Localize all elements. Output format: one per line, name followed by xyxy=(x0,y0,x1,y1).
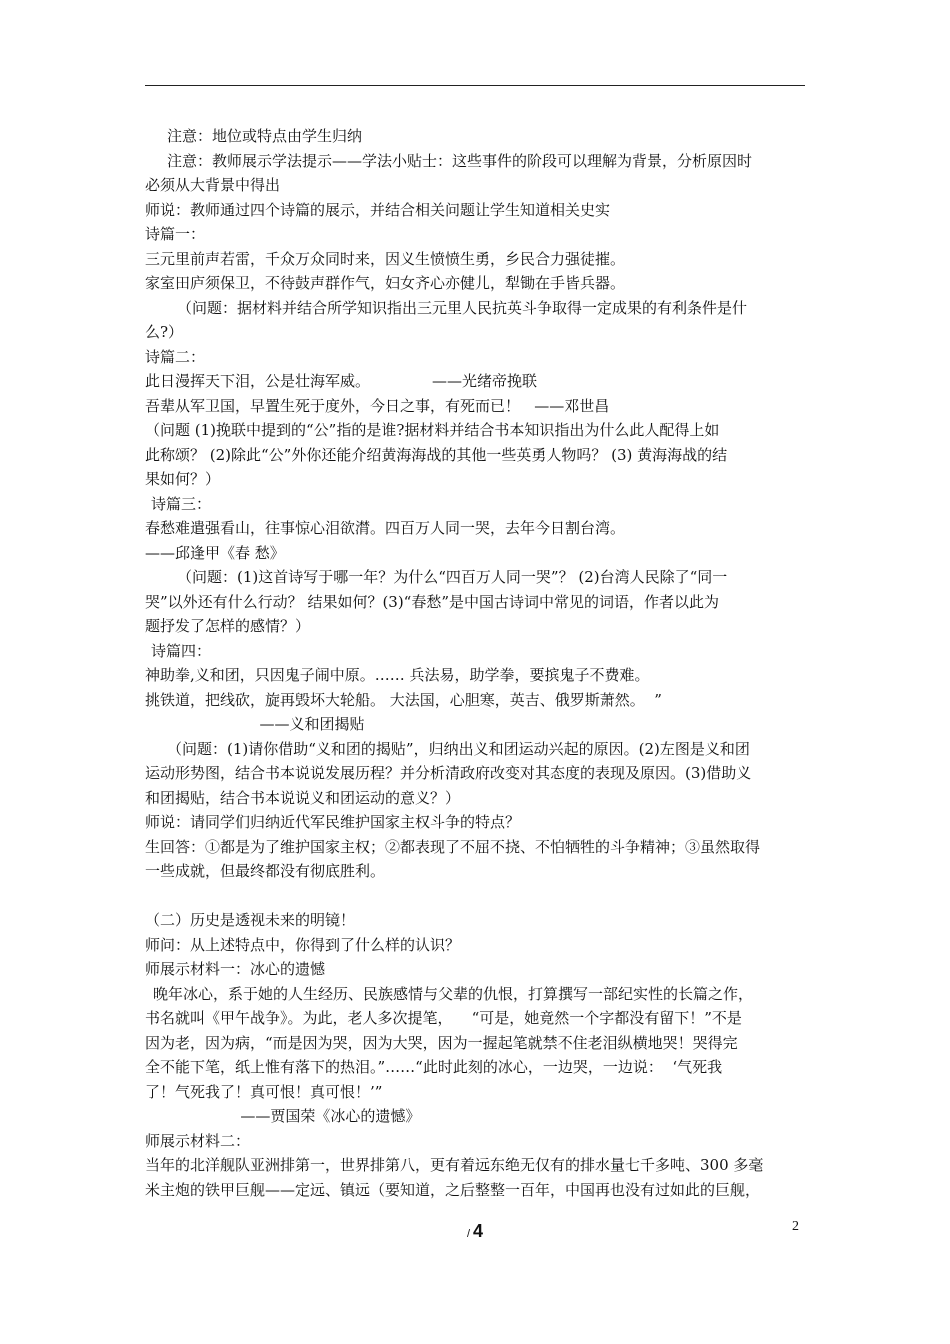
text-line: 诗篇三： xyxy=(151,494,212,513)
text-line: 师说：教师通过四个诗篇的展示，并结合相关问题让学生知道相关史实 xyxy=(145,200,611,219)
text-line: 哭”以外还有什么行动？ 结果如何？(3)“春愁”是中国古诗词中常见的词语，作者以此为 xyxy=(145,592,720,611)
text-line: 生回答：①都是为了维护国家主权；②都表现了不屈不挠、不怕牺牲的斗争精神；③虽然取得 xyxy=(145,837,761,856)
text-line: （二）历史是透视未来的明镜！ xyxy=(145,911,356,929)
text-line: （问题：(1)请你借助“义和团的揭贴”，归纳出义和团运动兴起的原因。(2)左图是义和团 xyxy=(167,739,750,758)
header-rule xyxy=(145,85,805,86)
text-line: （问题 (1)挽联中提到的“公”指的是谁?据材料并结合书本知识指出为什么此人配得上如 xyxy=(145,421,720,439)
text-line: 诗篇一： xyxy=(145,225,206,243)
text-line: 必须从大背景中得出 xyxy=(145,176,281,194)
text-line: 全不能下笔，纸上惟有落下的热泪。”……“此时此刻的冰心，一边哭，一边说： ‘气死我 xyxy=(145,1058,723,1076)
text-line: 当年的北洋舰队亚洲排第一，世界排第八，更有着远东绝无仅有的排水量七千多吨、300 多毫 xyxy=(145,1156,764,1174)
text-line: 和团揭贴，结合书本说说义和团运动的意义？） xyxy=(145,788,461,807)
text-line: 神助拳,义和团，只因鬼子闹中原。…… 兵法易，助学拳，要摈鬼子不费难。 xyxy=(145,666,650,684)
page-slash: / xyxy=(466,1228,471,1240)
page-number: 2 xyxy=(792,1219,799,1234)
text-line: 诗篇二： xyxy=(145,347,206,366)
text-line: 挑铁道，把线砍，旋再毁坏大轮船。 大法国，心胆寒，英吉、俄罗斯萧然。 ” xyxy=(145,690,662,709)
text-line: 么?） xyxy=(145,323,184,341)
blank-line xyxy=(145,884,807,909)
text-line: 因为老，因为病，“而是因为哭，因为大哭，因为一握起笔就禁不住老泪纵横地哭！哭得完 xyxy=(145,1033,738,1052)
text-line: 师展示材料一：冰心的遗憾 xyxy=(145,960,326,978)
text-line: 此日漫挥天下泪，公是壮海军威。 ——光绪帝挽联 xyxy=(145,372,537,390)
page-total xyxy=(0,1221,950,1242)
text-line: 注意：地位或特点由学生归纳 xyxy=(167,127,363,145)
text-line: 春愁难遣强看山，往事惊心泪欲潸。四百万人同一哭，去年今日割台湾。 xyxy=(145,519,626,537)
document-body xyxy=(145,124,807,1202)
text-line: ——义和团揭贴 xyxy=(145,715,365,733)
text-line: 注意：教师展示学法提示——学法小贴士：这些事件的阶段可以理解为背景，分析原因时 xyxy=(167,151,753,170)
text-line: （问题：(1)这首诗写于哪一年？为什么“四百万人同一哭”？ (2)台湾人民除了“同一 xyxy=(177,568,728,586)
page-total-number: 4 xyxy=(473,1221,484,1241)
text-line: 师问：从上述特点中，你得到了什么样的认识？ xyxy=(145,935,461,954)
text-line: ——贾国荣《冰心的遗憾》 xyxy=(145,1107,421,1125)
text-line: 吾辈从军卫国，早置生死于度外，今日之事，有死而已！ ——邓世昌 xyxy=(145,396,610,415)
text-line: 诗篇四： xyxy=(151,641,212,660)
text-line: ——邱逢甲《春 愁》 xyxy=(145,543,285,562)
text-line: 家室田庐须保卫，不待鼓声群作气，妇女齐心亦健儿，犁锄在手皆兵器。 xyxy=(145,274,626,292)
text-line: 书名就叫《甲午战争》。为此，老人多次提笔， “可是，她竟然一个字都没有留下！”不是 xyxy=(145,1009,742,1027)
text-line: 米主炮的铁甲巨舰——定远、镇远（要知道，之后整整一百年，中国再也没有过如此的巨舰， xyxy=(145,1180,761,1199)
text-line: 果如何？） xyxy=(145,470,221,488)
text-line: 晚年冰心，系于她的人生经历、民族感情与父辈的仇恨，打算撰写一部纪实性的长篇之作， xyxy=(153,984,754,1003)
text-line: （问题：据材料并结合所学知识指出三元里人民抗英斗争取得一定成果的有利条件是什 xyxy=(177,298,748,317)
text-line: 题抒发了怎样的感情？） xyxy=(145,617,311,635)
text-line: 此称颂？ (2)除此“公”外你还能介绍黄海海战的其他一些英勇人物吗？ (3) 黄海海战的结 xyxy=(145,445,728,464)
text-line: 师说：请同学们归纳近代军民维护国家主权斗争的特点？ xyxy=(145,813,521,831)
text-line: 三元里前声若雷，千众万众同时来，因义生愤愤生勇，乡民合力强徒摧。 xyxy=(145,249,626,268)
text-line: 运动形势图，结合书本说说发展历程？并分析清政府改变对其态度的表现及原因。(3)借助义 xyxy=(145,764,752,782)
text-line: 了！气死我了！真可恨！真可恨！’” xyxy=(145,1082,383,1101)
text-line: 一些成就，但最终都没有彻底胜利。 xyxy=(145,862,386,880)
text-line: 师展示材料二： xyxy=(145,1131,251,1150)
